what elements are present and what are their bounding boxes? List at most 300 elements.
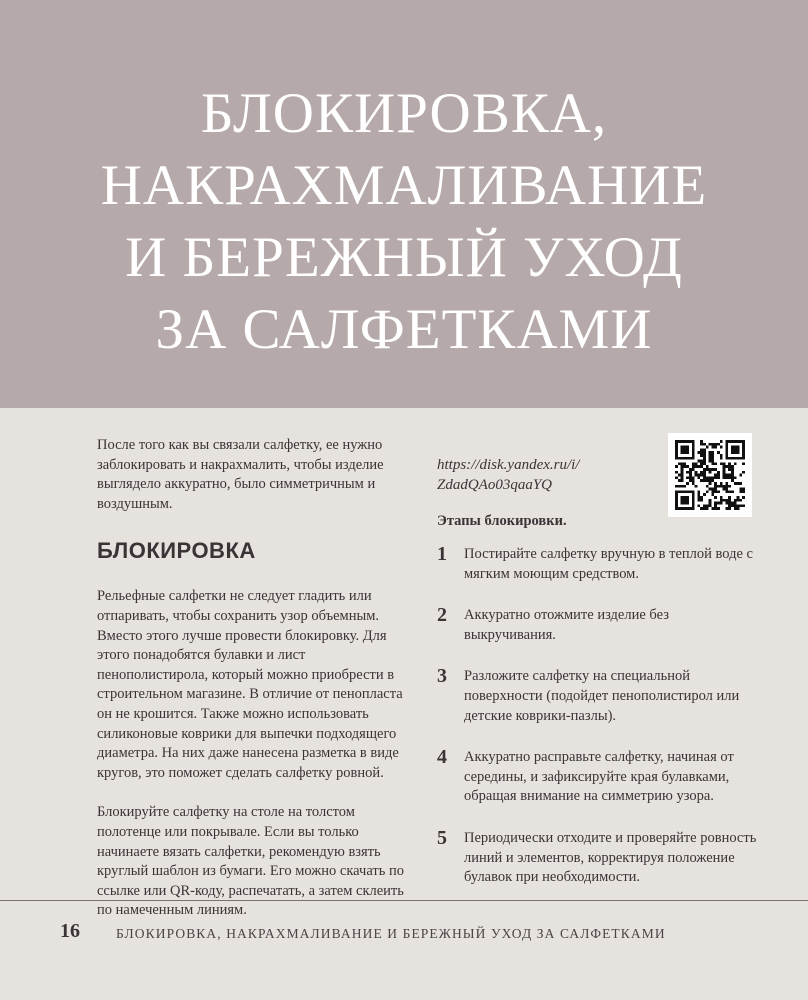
qr-module — [725, 502, 728, 505]
qr-module — [711, 451, 714, 454]
qr-module — [714, 490, 717, 493]
qr-module — [697, 496, 700, 499]
qr-module — [723, 462, 726, 465]
qr-module — [675, 485, 678, 488]
qr-module — [725, 443, 728, 446]
qr-module — [692, 504, 695, 507]
qr-module — [681, 485, 684, 488]
qr-module — [692, 507, 695, 510]
qr-module — [720, 440, 723, 443]
step-text-1: Постирайте салфетку вручную в теплой воде с мягким моющим средством. — [464, 546, 753, 582]
qr-module — [728, 440, 731, 443]
qr-module — [700, 479, 703, 482]
qr-module — [731, 471, 734, 474]
qr-module — [678, 462, 681, 465]
qr-module — [692, 448, 695, 451]
qr-module — [725, 485, 728, 488]
step-text-5: Периодически отходите и проверяйте ровность линий и элементов, корректируя положение булавок при необходимости. — [464, 829, 757, 886]
qr-module — [692, 465, 695, 468]
qr-module — [737, 440, 740, 443]
qr-module — [692, 440, 695, 443]
qr-module — [731, 448, 734, 451]
qr-module — [695, 462, 698, 465]
qr-module — [709, 468, 712, 471]
qr-module — [714, 485, 717, 488]
step-item-1 — [437, 545, 757, 584]
qr-module — [720, 462, 723, 465]
qr-module — [683, 490, 686, 493]
qr-module — [728, 496, 731, 499]
qr-module — [731, 474, 734, 477]
qr-module — [742, 462, 745, 465]
qr-module — [742, 446, 745, 449]
intro-paragraph: После того как вы связали салфетку, ее нужно заблокировать и накрахмалить, чтобы изделие выглядело аккуратно, было симметричным и воздушным. — [97, 437, 384, 512]
qr-module — [675, 504, 678, 507]
qr-module — [731, 440, 734, 443]
qr-module — [737, 504, 740, 507]
qr-module — [742, 448, 745, 451]
qr-module — [731, 465, 734, 468]
qr-module — [692, 476, 695, 479]
qr-module — [734, 502, 737, 505]
qr-module — [739, 457, 742, 460]
qr-module — [731, 476, 734, 479]
qr-module — [703, 471, 706, 474]
qr-module — [709, 499, 712, 502]
qr-module — [728, 465, 731, 468]
qr-module — [681, 499, 684, 502]
qr-module — [700, 496, 703, 499]
qr-module — [689, 476, 692, 479]
qr-module — [681, 468, 684, 471]
qr-module — [742, 471, 745, 474]
qr-module — [742, 496, 745, 499]
qr-module — [692, 496, 695, 499]
qr-module — [706, 490, 709, 493]
step-number-1: 1 — [437, 543, 447, 565]
body-paragraph-2: Блокируйте салфетку на столе на толстом полотенце или покрывале. Если вы только начинаете вязать салфетки, рекомендую взять круглый шаблон из бумаги. Его можно скачать по ссылке или QR-коду, распечатать, а затем склеить по намеченным линиям. — [97, 804, 404, 919]
qr-module — [728, 499, 731, 502]
qr-module — [695, 485, 698, 488]
qr-module — [686, 471, 689, 474]
qr-module — [728, 502, 731, 505]
qr-module — [720, 446, 723, 449]
qr-module — [692, 468, 695, 471]
qr-module — [700, 462, 703, 465]
step-number-2: 2 — [437, 604, 447, 627]
qr-module — [711, 493, 714, 496]
qr-module — [734, 504, 737, 507]
qr-module — [681, 479, 684, 482]
qr-module — [720, 499, 723, 502]
left-column — [97, 436, 417, 941]
steps-list — [437, 545, 757, 910]
qr-module — [725, 488, 728, 491]
qr-module — [686, 451, 689, 454]
qr-module — [703, 468, 706, 471]
qr-module — [686, 496, 689, 499]
qr-module — [700, 465, 703, 468]
template-link-line-2[interactable]: ZdadQAo03qaaYQ — [437, 477, 553, 493]
qr-module — [731, 468, 734, 471]
qr-module — [686, 448, 689, 451]
qr-module — [697, 493, 700, 496]
qr-module — [725, 507, 728, 510]
qr-module — [711, 468, 714, 471]
qr-module — [737, 457, 740, 460]
qr-module — [697, 490, 700, 493]
qr-module — [706, 485, 709, 488]
step-number-5: 5 — [437, 826, 447, 849]
qr-module — [675, 499, 678, 502]
template-link[interactable] — [437, 455, 657, 495]
qr-module — [737, 446, 740, 449]
qr-module — [720, 454, 723, 457]
qr-module — [717, 490, 720, 493]
qr-module — [734, 507, 737, 510]
qr-module — [678, 507, 681, 510]
qr-module — [737, 507, 740, 510]
qr-module — [725, 446, 728, 449]
qr-module — [692, 457, 695, 460]
qr-module — [717, 471, 720, 474]
qr-module — [675, 448, 678, 451]
qr-module — [728, 507, 731, 510]
qr-module — [731, 479, 734, 482]
step-item-2 — [437, 606, 757, 645]
qr-module — [683, 457, 686, 460]
qr-module — [681, 451, 684, 454]
qr-module — [739, 499, 742, 502]
qr-module — [706, 476, 709, 479]
qr-module — [711, 476, 714, 479]
qr-module — [725, 482, 728, 485]
qr-module — [706, 465, 709, 468]
qr-module — [709, 488, 712, 491]
qr-module — [725, 451, 728, 454]
qr-module — [714, 488, 717, 491]
qr-module — [734, 482, 737, 485]
qr-module — [675, 493, 678, 496]
qr-module — [734, 499, 737, 502]
qr-module — [717, 485, 720, 488]
qr-module — [714, 474, 717, 477]
qr-code-graphic — [675, 440, 745, 510]
qr-module — [692, 446, 695, 449]
qr-module — [697, 460, 700, 463]
qr-module — [714, 502, 717, 505]
qr-module — [678, 479, 681, 482]
qr-module — [683, 507, 686, 510]
qr-module — [739, 482, 742, 485]
qr-module — [717, 502, 720, 505]
qr-module — [692, 479, 695, 482]
qr-module — [703, 476, 706, 479]
qr-module — [711, 443, 714, 446]
qr-module — [711, 490, 714, 493]
running-title: БЛОКИРОВКА, НАКРАХМАЛИВАНИЕ И БЕРЕЖНЫЙ УХОД ЗА САЛФЕТКАМИ — [116, 926, 666, 941]
qr-module — [703, 507, 706, 510]
qr-module — [709, 482, 712, 485]
qr-module — [695, 465, 698, 468]
qr-module — [734, 457, 737, 460]
qr-module — [711, 457, 714, 460]
qr-module — [737, 499, 740, 502]
qr-module — [686, 465, 689, 468]
qr-module — [714, 476, 717, 479]
qr-module — [728, 504, 731, 507]
qr-module — [675, 440, 678, 443]
qr-module — [742, 488, 745, 491]
qr-module — [675, 490, 678, 493]
qr-module — [675, 446, 678, 449]
qr-module — [695, 471, 698, 474]
qr-module — [683, 448, 686, 451]
qr-module — [714, 504, 717, 507]
qr-module — [700, 440, 703, 443]
qr-module — [683, 499, 686, 502]
qr-module — [686, 499, 689, 502]
qr-module — [686, 457, 689, 460]
qr-module — [678, 490, 681, 493]
section-heading: БЛОКИРОВКА — [97, 538, 256, 564]
qr-module — [734, 440, 737, 443]
qr-module — [711, 454, 714, 457]
qr-module — [723, 468, 726, 471]
qr-module — [700, 448, 703, 451]
qr-module — [725, 499, 728, 502]
qr-module — [703, 448, 706, 451]
qr-module — [681, 476, 684, 479]
qr-module — [725, 448, 728, 451]
qr-module — [725, 490, 728, 493]
qr-module — [689, 507, 692, 510]
qr-module — [734, 476, 737, 479]
qr-module — [728, 476, 731, 479]
qr-module — [725, 476, 728, 479]
qr-module — [700, 471, 703, 474]
qr-module — [681, 457, 684, 460]
qr-module — [697, 504, 700, 507]
qr-module — [714, 496, 717, 499]
qr-module — [711, 507, 714, 510]
qr-module — [686, 440, 689, 443]
qr-module — [686, 507, 689, 510]
qr-module — [728, 474, 731, 477]
step-text-2: Аккуратно отожмите изделие без выкручивания. — [464, 607, 669, 643]
qr-module — [703, 451, 706, 454]
qr-module — [714, 443, 717, 446]
qr-module — [720, 485, 723, 488]
qr-module — [703, 479, 706, 482]
qr-module — [706, 507, 709, 510]
qr-module — [714, 462, 717, 465]
qr-module — [728, 457, 731, 460]
qr-module — [692, 482, 695, 485]
qr-module — [700, 454, 703, 457]
title-line-1: БЛОКИРОВКА, — [200, 82, 608, 145]
qr-module — [689, 457, 692, 460]
qr-module — [700, 460, 703, 463]
qr-module — [683, 496, 686, 499]
qr-module — [731, 490, 734, 493]
qr-module — [720, 496, 723, 499]
title-line-3: И БЕРЕЖНЫЙ УХОД — [125, 226, 683, 289]
steps-heading: Этапы блокировки. — [437, 513, 567, 529]
qr-module — [681, 502, 684, 505]
qr-module — [725, 440, 728, 443]
qr-module — [706, 446, 709, 449]
qr-module — [731, 457, 734, 460]
qr-module — [678, 457, 681, 460]
qr-module — [683, 451, 686, 454]
qr-module — [689, 468, 692, 471]
qr-module — [697, 476, 700, 479]
qr-module — [737, 448, 740, 451]
qr-module — [742, 443, 745, 446]
qr-module — [739, 440, 742, 443]
qr-module — [734, 448, 737, 451]
qr-module — [723, 499, 726, 502]
qr-module — [723, 471, 726, 474]
qr-module — [683, 462, 686, 465]
qr-module — [678, 485, 681, 488]
qr-module — [700, 507, 703, 510]
qr-module — [742, 490, 745, 493]
qr-module — [692, 490, 695, 493]
step-item-4 — [437, 748, 757, 807]
qr-module — [683, 485, 686, 488]
qr-module — [731, 502, 734, 505]
body-paragraph-1: Рельефные салфетки не следует гладить или отпаривать, чтобы сохранить узор объемным. Вместо этого лучше провести блокировку. Для этого понадобятся булавки и лист пенополистирола, который можно приобрести в строительном магазине. В отличие от пенопласта он не крошится. Также можно использовать силиконовые коврики для выпечки подходящего диаметра. На них даже нанесена разметка в виде кругов, это поможет сделать салфетку ровной. — [97, 588, 403, 781]
qr-module — [714, 468, 717, 471]
qr-module — [703, 443, 706, 446]
qr-module — [734, 451, 737, 454]
qr-module — [714, 446, 717, 449]
qr-module — [709, 471, 712, 474]
qr-module — [675, 496, 678, 499]
qr-module — [723, 474, 726, 477]
qr-module — [711, 488, 714, 491]
qr-module — [734, 462, 737, 465]
page-number: 16 — [60, 920, 80, 942]
qr-module — [692, 451, 695, 454]
qr-module — [706, 479, 709, 482]
qr-module — [689, 479, 692, 482]
qr-module — [725, 465, 728, 468]
qr-module — [742, 440, 745, 443]
qr-module — [681, 507, 684, 510]
qr-module — [703, 454, 706, 457]
qr-module — [734, 446, 737, 449]
qr-module — [717, 507, 720, 510]
qr-module — [742, 504, 745, 507]
qr-module — [737, 451, 740, 454]
qr-module — [723, 485, 726, 488]
qr-module — [683, 446, 686, 449]
qr-module — [697, 451, 700, 454]
qr-module — [709, 454, 712, 457]
qr-module — [709, 479, 712, 482]
qr-module — [711, 460, 714, 463]
qr-module — [728, 462, 731, 465]
qr-module — [711, 462, 714, 465]
qr-module — [739, 488, 742, 491]
step-number-4: 4 — [437, 746, 447, 769]
qr-module — [675, 443, 678, 446]
step-item-3 — [437, 667, 757, 726]
qr-module — [723, 476, 726, 479]
qr-module — [709, 504, 712, 507]
qr-module — [723, 488, 726, 491]
qr-module — [681, 490, 684, 493]
qr-module — [739, 490, 742, 493]
qr-module — [700, 451, 703, 454]
qr-module — [720, 502, 723, 505]
qr-module — [742, 454, 745, 457]
qr-module — [689, 474, 692, 477]
qr-module — [686, 476, 689, 479]
qr-module — [709, 460, 712, 463]
qr-module — [739, 504, 742, 507]
qr-module — [686, 482, 689, 485]
qr-module — [711, 479, 714, 482]
qr-module — [714, 482, 717, 485]
title-line-2: НАКРАХМАЛИВАНИЕ — [100, 154, 708, 217]
qr-module — [703, 493, 706, 496]
qr-module — [697, 465, 700, 468]
qr-module — [728, 485, 731, 488]
qr-module — [683, 502, 686, 505]
qr-code-icon — [668, 433, 752, 517]
qr-module — [686, 446, 689, 449]
template-link-line-1[interactable]: https://disk.yandex.ru/i/ — [437, 457, 580, 473]
qr-module — [678, 474, 681, 477]
qr-module — [689, 440, 692, 443]
qr-module — [675, 457, 678, 460]
qr-module — [678, 440, 681, 443]
qr-module — [681, 462, 684, 465]
qr-module — [675, 507, 678, 510]
qr-module — [731, 504, 734, 507]
qr-module — [731, 451, 734, 454]
qr-module — [681, 474, 684, 477]
qr-module — [706, 504, 709, 507]
qr-module — [739, 474, 742, 477]
step-number-3: 3 — [437, 665, 447, 688]
qr-module — [706, 468, 709, 471]
qr-module — [681, 446, 684, 449]
qr-module — [692, 454, 695, 457]
qr-module — [697, 474, 700, 477]
qr-module — [689, 490, 692, 493]
qr-module — [717, 443, 720, 446]
qr-module — [728, 490, 731, 493]
page-title — [0, 78, 808, 366]
step-text-3: Разложите салфетку на специальной поверхности (подойдет пенополистирол или детские коврики-пазлы). — [464, 668, 740, 724]
qr-module — [742, 457, 745, 460]
qr-module — [709, 443, 712, 446]
qr-module — [717, 474, 720, 477]
qr-module — [675, 476, 678, 479]
qr-module — [717, 476, 720, 479]
qr-module — [681, 440, 684, 443]
qr-module — [728, 468, 731, 471]
qr-module — [700, 499, 703, 502]
qr-module — [709, 451, 712, 454]
title-line-4: ЗА САЛФЕТКАМИ — [155, 298, 653, 361]
qr-module — [675, 454, 678, 457]
